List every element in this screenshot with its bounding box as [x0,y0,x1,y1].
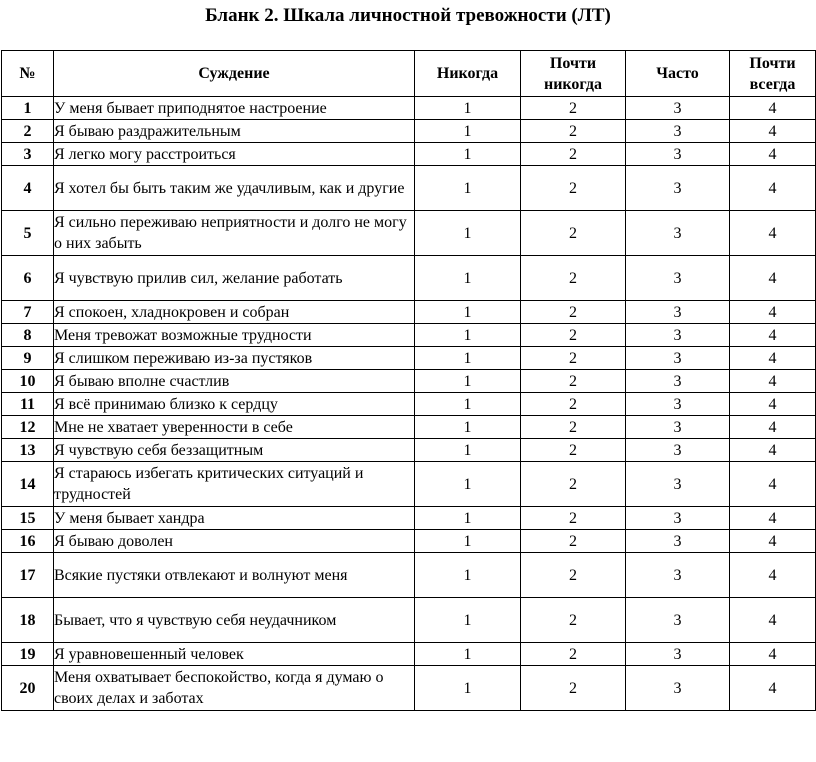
statement-text: Я чувствую прилив сил, желание работать [54,256,415,301]
row-number: 7 [2,301,54,324]
option-never[interactable]: 1 [415,256,521,301]
table-row [2,553,816,598]
table-row [2,143,816,166]
option-often[interactable]: 3 [626,211,730,256]
option-almost-always[interactable]: 4 [730,553,816,598]
row-number: 4 [2,166,54,211]
statement-text: Всякие пустяки отвлекают и волнуют меня [54,553,415,598]
option-almost-always[interactable]: 4 [730,439,816,462]
row-number: 15 [2,507,54,530]
option-almost-never[interactable]: 2 [521,256,626,301]
statement-text: Я чувствую себя беззащитным [54,439,415,462]
statement-text: Я бываю вполне счастлив [54,370,415,393]
option-almost-always[interactable]: 4 [730,256,816,301]
statement-text: Меня тревожат возможные трудности [54,324,415,347]
header-row [2,51,816,97]
row-number: 2 [2,120,54,143]
option-almost-never[interactable]: 2 [521,120,626,143]
statement-text: Я всё принимаю близко к сердцу [54,393,415,416]
table-row [2,416,816,439]
table-row [2,256,816,301]
option-never[interactable]: 1 [415,666,521,711]
option-almost-always[interactable]: 4 [730,120,816,143]
statement-text: У меня бывает хандра [54,507,415,530]
option-often[interactable]: 3 [626,393,730,416]
option-almost-always[interactable]: 4 [730,324,816,347]
option-often[interactable]: 3 [626,416,730,439]
statement-text: Я слишком переживаю из-за пустяков [54,347,415,370]
table-row [2,439,816,462]
option-almost-always[interactable]: 4 [730,530,816,553]
option-almost-never[interactable]: 2 [521,211,626,256]
table-row [2,530,816,553]
row-number: 9 [2,347,54,370]
option-almost-never[interactable]: 2 [521,598,626,643]
row-number: 14 [2,462,54,507]
option-never[interactable]: 1 [415,598,521,643]
row-number: 18 [2,598,54,643]
row-number: 8 [2,324,54,347]
option-almost-never[interactable]: 2 [521,416,626,439]
option-almost-never[interactable]: 2 [521,462,626,507]
option-often[interactable]: 3 [626,666,730,711]
option-almost-never[interactable]: 2 [521,166,626,211]
statement-text: Бывает, что я чувствую себя неудачником [54,598,415,643]
option-almost-always[interactable]: 4 [730,462,816,507]
option-often[interactable]: 3 [626,120,730,143]
option-almost-always[interactable]: 4 [730,166,816,211]
statement-text: Я бываю раздражительным [54,120,415,143]
option-often[interactable]: 3 [626,439,730,462]
option-almost-always[interactable]: 4 [730,507,816,530]
option-almost-always[interactable]: 4 [730,666,816,711]
option-often[interactable]: 3 [626,301,730,324]
option-often[interactable]: 3 [626,643,730,666]
table-row [2,301,816,324]
form-title: Бланк 2. Шкала личностной тревожности (ЛТ) [205,5,611,26]
option-never[interactable]: 1 [415,416,521,439]
option-almost-never[interactable]: 2 [521,439,626,462]
option-never[interactable]: 1 [415,301,521,324]
option-never[interactable]: 1 [415,347,521,370]
option-almost-always[interactable]: 4 [730,643,816,666]
option-almost-always[interactable]: 4 [730,370,816,393]
option-often[interactable]: 3 [626,256,730,301]
row-number: 11 [2,393,54,416]
option-almost-never[interactable]: 2 [521,507,626,530]
option-often[interactable]: 3 [626,530,730,553]
option-almost-always[interactable]: 4 [730,347,816,370]
row-number: 16 [2,530,54,553]
header-never: Никогда [415,51,521,97]
option-never[interactable]: 1 [415,393,521,416]
option-often[interactable]: 3 [626,324,730,347]
statement-text: Я стараюсь избегать критических ситуаций и трудностей [54,462,415,507]
option-almost-always[interactable]: 4 [730,598,816,643]
option-never[interactable]: 1 [415,97,521,120]
option-never[interactable]: 1 [415,643,521,666]
row-number: 5 [2,211,54,256]
header-almost-always: Почти всегда [730,51,816,97]
option-almost-never[interactable]: 2 [521,530,626,553]
option-almost-never[interactable]: 2 [521,666,626,711]
option-almost-always[interactable]: 4 [730,393,816,416]
option-often[interactable]: 3 [626,462,730,507]
option-never[interactable]: 1 [415,370,521,393]
row-number: 6 [2,256,54,301]
statement-text: Меня охватывает беспокойство, когда я думаю о своих делах и заботах [54,666,415,711]
statement-text: Я бываю доволен [54,530,415,553]
option-never[interactable]: 1 [415,462,521,507]
option-almost-never[interactable]: 2 [521,324,626,347]
option-often[interactable]: 3 [626,598,730,643]
option-never[interactable]: 1 [415,120,521,143]
option-often[interactable]: 3 [626,166,730,211]
option-almost-always[interactable]: 4 [730,211,816,256]
option-almost-always[interactable]: 4 [730,416,816,439]
option-often[interactable]: 3 [626,347,730,370]
option-almost-never[interactable]: 2 [521,97,626,120]
statement-text: Я уравновешенный человек [54,643,415,666]
table-row [2,324,816,347]
statement-text: Я легко могу расстроиться [54,143,415,166]
row-number: 19 [2,643,54,666]
row-number: 3 [2,143,54,166]
header-almost-never: Почти никогда [521,51,626,97]
option-often[interactable]: 3 [626,97,730,120]
row-number: 20 [2,666,54,711]
statement-text: Я хотел бы быть таким же удачливым, как и другие [54,166,415,211]
header-often: Часто [626,51,730,97]
statement-text: Я спокоен, хладнокровен и собран [54,301,415,324]
table-row [2,643,816,666]
option-never[interactable]: 1 [415,439,521,462]
row-number: 10 [2,370,54,393]
table-row [2,598,816,643]
option-never[interactable]: 1 [415,143,521,166]
table-row [2,120,816,143]
row-number: 13 [2,439,54,462]
option-never[interactable]: 1 [415,211,521,256]
option-almost-never[interactable]: 2 [521,143,626,166]
row-number: 12 [2,416,54,439]
option-never[interactable]: 1 [415,324,521,347]
option-often[interactable]: 3 [626,370,730,393]
table-row [2,507,816,530]
option-often[interactable]: 3 [626,553,730,598]
option-often[interactable]: 3 [626,507,730,530]
row-number: 1 [2,97,54,120]
option-almost-always[interactable]: 4 [730,97,816,120]
option-almost-never[interactable]: 2 [521,370,626,393]
row-number: 17 [2,553,54,598]
table-row [2,211,816,256]
table-row [2,370,816,393]
table-row [2,666,816,711]
table-row [2,462,816,507]
option-never[interactable]: 1 [415,530,521,553]
statement-text: У меня бывает приподнятое настроение [54,97,415,120]
option-almost-never[interactable]: 2 [521,347,626,370]
option-almost-never[interactable]: 2 [521,553,626,598]
table-row [2,393,816,416]
option-almost-always[interactable]: 4 [730,301,816,324]
option-almost-never[interactable]: 2 [521,643,626,666]
table-row [2,347,816,370]
option-almost-never[interactable]: 2 [521,301,626,324]
option-never[interactable]: 1 [415,553,521,598]
table-row [2,97,816,120]
statement-text: Я сильно переживаю неприятности и долго не могу о них забыть [54,211,415,256]
option-almost-never[interactable]: 2 [521,393,626,416]
statement-text: Мне не хватает уверенности в себе [54,416,415,439]
header-number: № [2,51,54,97]
header-statement: Суждение [54,51,415,97]
option-often[interactable]: 3 [626,143,730,166]
table-row [2,166,816,211]
option-never[interactable]: 1 [415,166,521,211]
option-never[interactable]: 1 [415,507,521,530]
anxiety-scale-table [1,50,816,711]
option-almost-always[interactable]: 4 [730,143,816,166]
